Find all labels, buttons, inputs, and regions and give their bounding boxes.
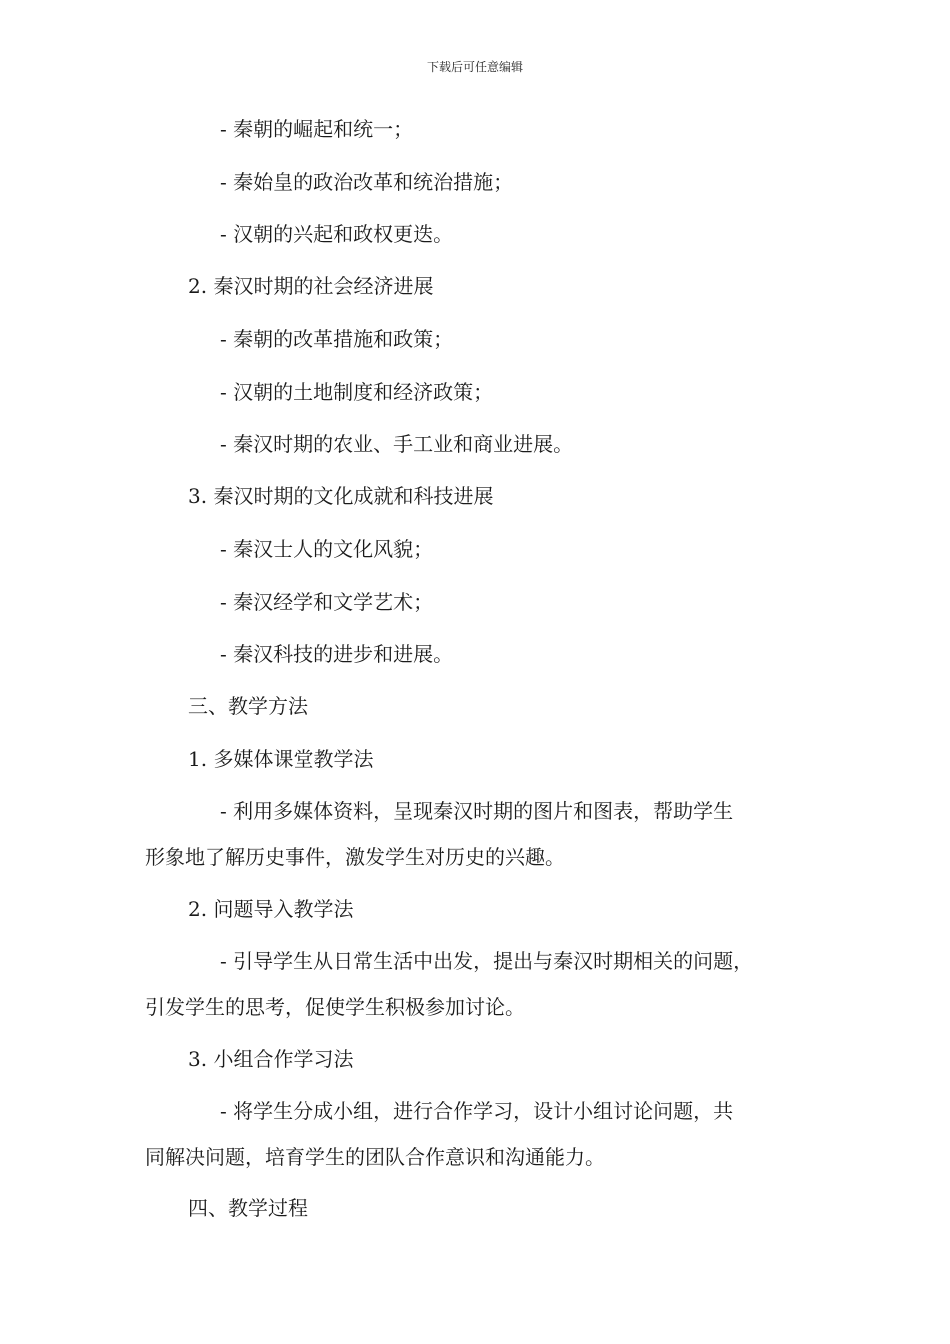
page-header: 下载后可任意编辑 <box>426 60 523 74</box>
method-title: 3. 小组合作学习法 <box>188 1047 354 1071</box>
list-item: - 汉朝的兴起和政权更迭。 <box>220 222 454 246</box>
list-item: - 秦汉时期的农业、手工业和商业进展。 <box>220 432 574 456</box>
list-item: - 秦汉经学和文学艺术； <box>220 590 434 614</box>
chapter-heading: 四、教学过程 <box>188 1196 308 1220</box>
paragraph-line: 同解决问题，培育学生的团队合作意识和沟通能力。 <box>145 1145 605 1169</box>
list-item: - 秦汉科技的进步和进展。 <box>220 642 454 666</box>
paragraph-line: - 引导学生从日常生活中出发，提出与秦汉时期相关的问题， <box>220 949 754 973</box>
method-title: 1. 多媒体课堂教学法 <box>188 747 374 771</box>
list-item: - 汉朝的土地制度和经济政策； <box>220 380 494 404</box>
paragraph-line: - 将学生分成小组，进行合作学习，设计小组讨论问题，共 <box>220 1099 734 1123</box>
list-item: - 秦始皇的政治改革和统治措施； <box>220 170 514 194</box>
section-title: 3. 秦汉时期的文化成就和科技进展 <box>188 484 494 508</box>
chapter-heading: 三、教学方法 <box>188 694 308 718</box>
paragraph-line: 引发学生的思考，促使学生积极参加讨论。 <box>145 995 525 1019</box>
section-title: 2. 秦汉时期的社会经济进展 <box>188 274 434 298</box>
list-item: - 秦朝的改革措施和政策； <box>220 327 454 351</box>
list-item: - 秦朝的崛起和统一； <box>220 117 414 141</box>
paragraph-line: 形象地了解历史事件，激发学生对历史的兴趣。 <box>145 845 565 869</box>
paragraph-line: - 利用多媒体资料，呈现秦汉时期的图片和图表，帮助学生 <box>220 799 734 823</box>
method-title: 2. 问题导入教学法 <box>188 897 354 921</box>
list-item: - 秦汉士人的文化风貌； <box>220 537 434 561</box>
